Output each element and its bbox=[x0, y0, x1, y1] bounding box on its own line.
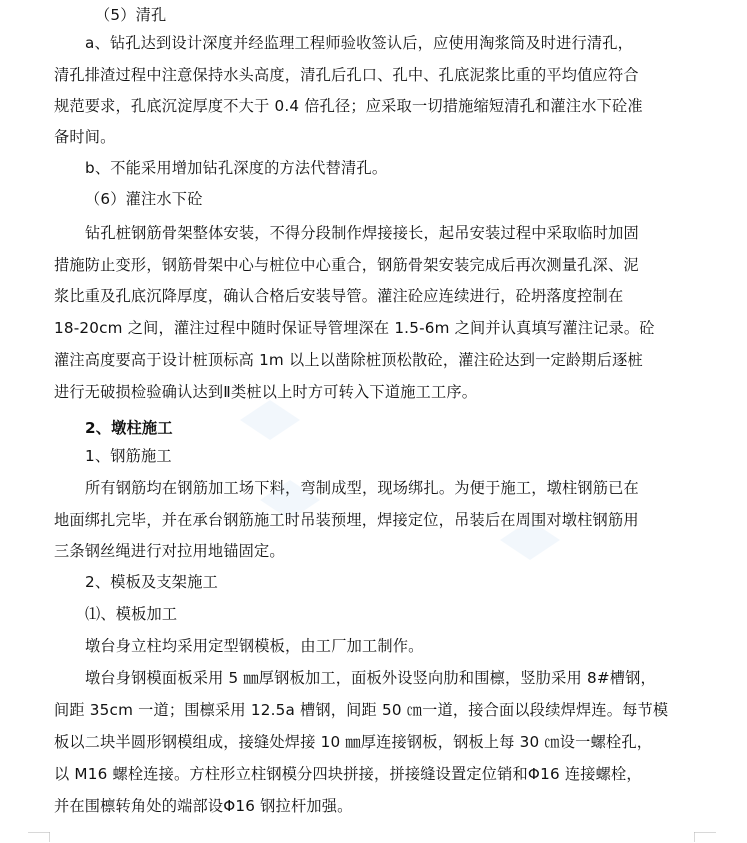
document-line: 措施防止变形，钢筋骨架中心与桩位中心重合，钢筋骨架安装完成后再次测量孔深、泥 bbox=[54, 256, 639, 274]
document-line: 板以二块半圆形钢模组成，接缝处焊接 10 ㎜厚连接钢板，钢板上每 30 ㎝设一螺栓孔， bbox=[54, 733, 653, 751]
document-line: 2、模板及支架施工 bbox=[85, 573, 218, 591]
document-line: 清孔排渣过程中注意保持水头高度，清孔后孔口、孔中、孔底泥浆比重的平均值应符合 bbox=[54, 66, 639, 84]
document-line: （5）清孔 bbox=[95, 6, 167, 24]
document-line: 进行无破损检验确认达到Ⅱ类桩以上时方可转入下道施工工序。 bbox=[54, 383, 478, 401]
document-line: 规范要求，孔底沉淀厚度不大于 0.4 倍孔径；应采取一切措施缩短清孔和灌注水下砼准 bbox=[54, 97, 643, 115]
page-corner-mark-right bbox=[694, 832, 716, 842]
document-line: 以 M16 螺栓连接。方柱形立柱钢模分四块拼接，拼接缝设置定位销和Φ16 连接螺栓， bbox=[54, 765, 642, 783]
document-line: 2、墩柱施工 bbox=[85, 419, 173, 437]
document-line: 18-20cm 之间，灌注过程中随时保证导管埋深在 1.5-6m 之间并认真填写灌注记录。砼 bbox=[54, 319, 655, 337]
document-line: 备时间。 bbox=[54, 128, 116, 146]
document-line: 间距 35cm 一道；围檩采用 12.5a 槽钢，间距 50 ㎝一道，接合面以段续焊焊连。每节模 bbox=[54, 701, 669, 719]
document-line: a、钻孔达到设计深度并经监理工程师验收签认后，应使用淘浆筒及时进行清孔， bbox=[85, 34, 634, 52]
document-line: （6）灌注水下砼 bbox=[85, 190, 203, 208]
document-line: b、不能采用增加钻孔深度的方法代替清孔。 bbox=[85, 159, 388, 177]
document-line: 钻孔桩钢筋骨架整体安装，不得分段制作焊接接长，起吊安装过程中采取临时加固 bbox=[85, 224, 639, 242]
document-line: ⑴、模板加工 bbox=[85, 605, 178, 623]
page-corner-mark-left bbox=[28, 832, 50, 842]
document-line: 1、钢筋施工 bbox=[85, 447, 172, 465]
document-line: 墩台身钢模面板采用 5 ㎜厚钢板加工，面板外设竖向肋和围檩，竖肋采用 8#槽钢， bbox=[85, 669, 656, 687]
document-line: 墩台身立柱均采用定型钢模板，由工厂加工制作。 bbox=[85, 637, 424, 655]
document-line: 并在围檩转角处的端部设Φ16 钢拉杆加强。 bbox=[54, 797, 353, 815]
document-line: 所有钢筋均在钢筋加工场下料，弯制成型，现场绑扎。为便于施工，墩柱钢筋已在 bbox=[85, 479, 639, 497]
document-line: 浆比重及孔底沉降厚度，确认合格后安装导管。灌注砼应连续进行，砼坍落度控制在 bbox=[54, 287, 624, 305]
document-line: 灌注高度要高于设计桩顶标高 1m 以上以凿除桩顶松散砼，灌注砼达到一定龄期后逐桩 bbox=[54, 351, 643, 369]
document-line: 地面绑扎完毕，并在承台钢筋施工时吊装预埋，焊接定位，吊装后在周围对墩柱钢筋用 bbox=[54, 511, 639, 529]
document-line: 三条钢丝绳进行对拉用地锚固定。 bbox=[54, 542, 285, 560]
